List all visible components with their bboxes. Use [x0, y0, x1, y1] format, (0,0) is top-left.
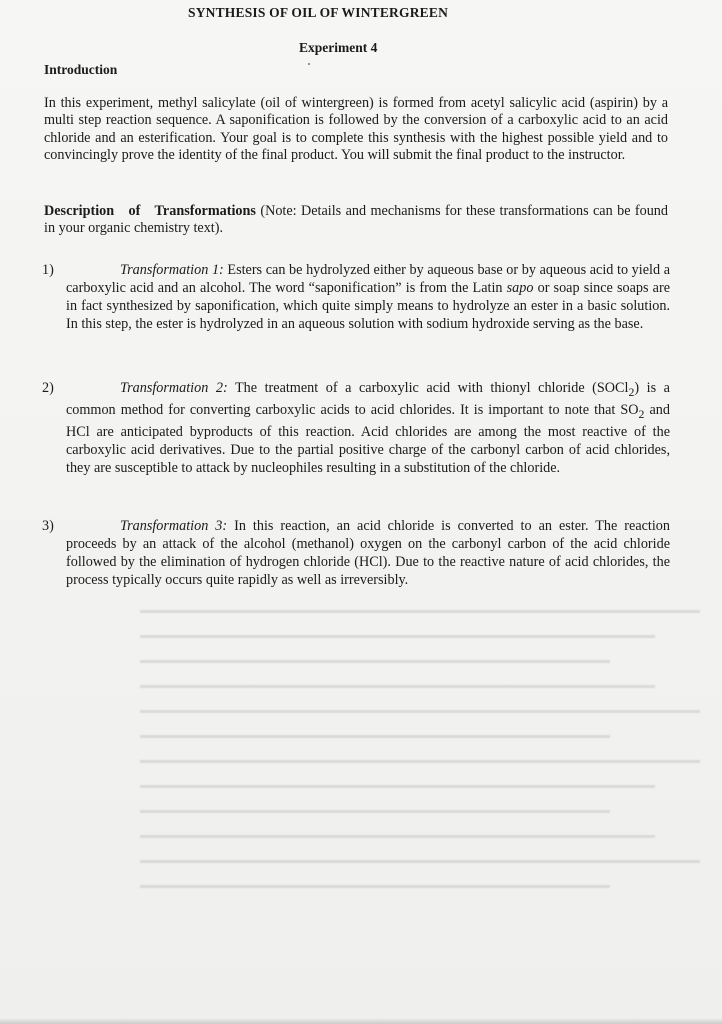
transformation-item-2 — [42, 379, 670, 477]
item-number: 3) — [42, 518, 54, 534]
item-text: or soap since soaps are in fact synthesized by saponification, which quite simply means to hydrolyze an ester in a basic solution. In this step, the ester is hydrolyzed in an aqueous solution with sodium hydroxide serving as the base. — [66, 280, 670, 333]
introduction-paragraph: In this experiment, methyl salicylate (oil of wintergreen) is formed from acetyl salicylic acid (aspirin) by a multi step reaction sequence. A saponification is followed by the conversion of a carboxylic acid to an acid chloride and an esterification. Your goal is to complete this synthesis with the highest possible yield and to convincingly prove the identity of the final product. You will submit the final product to the instructor. — [44, 95, 668, 163]
page-edge-shadow — [0, 1018, 722, 1024]
item-number: 1) — [42, 262, 54, 278]
transformation-item-1 — [42, 261, 670, 333]
description-heading: Description of Transformations — [44, 203, 256, 219]
item-body — [66, 517, 670, 589]
description-paragraph — [44, 203, 668, 238]
document-title: SYNTHESIS OF OIL OF WINTERGREEN — [188, 5, 449, 20]
item-text: ) is a common method for converting carboxylic acids to acid chlorides. It is important to note that SO — [66, 380, 670, 418]
introduction-heading: Introduction — [44, 62, 118, 77]
subscript: 2 — [638, 406, 645, 421]
subscript: 2 — [628, 384, 635, 399]
transformation-title: Transformation 1: — [120, 262, 224, 278]
item-number: 2) — [42, 380, 54, 396]
item-text: In this reaction, an acid chloride is converted to an ester. The reaction proceeds by an attack of the alcohol (methanol) oxygen on the carbonyl carbon of the acid chloride followed by the elimination of hydrogen chloride (HCl). Due to the reactive nature of acid chlorides, the process typically occurs quite rapidly as well as irreversibly. — [66, 518, 670, 589]
transformation-title: Transformation 2: — [120, 380, 228, 396]
experiment-heading: Experiment 4 — [299, 40, 378, 55]
item-body — [66, 379, 670, 477]
item-text: Esters can be hydrolyzed either by aqueous base or by aqueous acid to yield a carboxylic acid and an alcohol. The word “saponification” is from the Latin — [66, 262, 670, 297]
item-body — [66, 261, 670, 333]
item-italic-word: sapo — [506, 280, 534, 297]
item-text: and HCl are anticipated byproducts of this reaction. Acid chlorides are among the most reactive of the carboxylic acid derivatives. Due to the partial positive charge of the carbonyl carbon of acid chlorides, they are susceptible to attack by nucleophiles resulting in a substitution of the chloride. — [66, 401, 670, 477]
description-note: (Note: Details and mechanisms for these transformations can be found in your organic chemistry text). — [44, 203, 668, 237]
print-speck — [308, 63, 310, 65]
transformation-item-3 — [42, 517, 670, 589]
item-text: The treatment of a carboxylic acid with thionyl chloride (SOCl — [227, 380, 629, 396]
transformation-title: Transformation 3: — [120, 518, 228, 534]
document-content — [42, 0, 670, 1024]
